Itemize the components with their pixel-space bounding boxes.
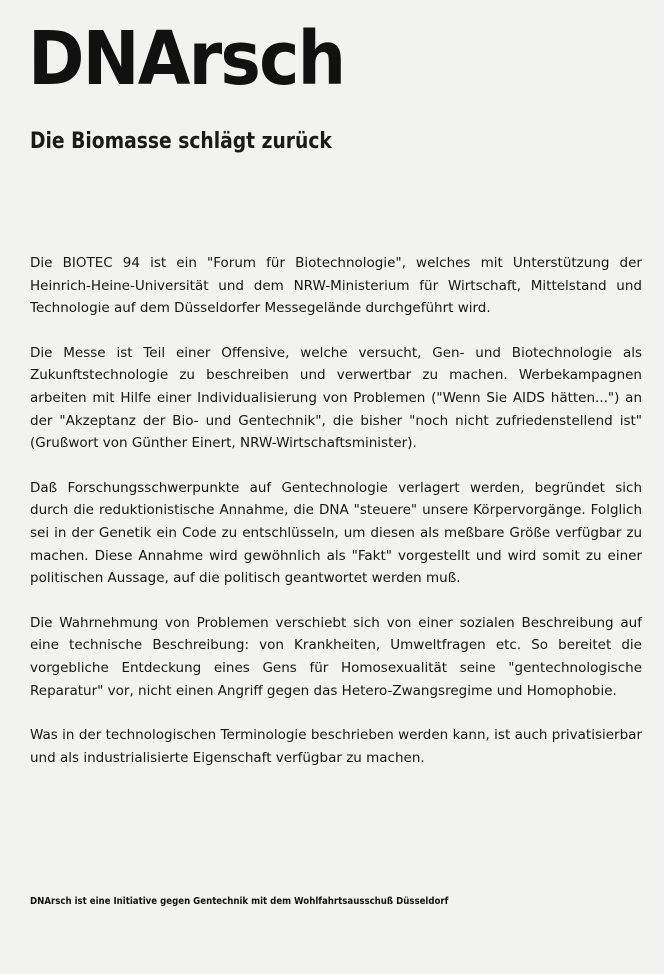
paragraph-4: Die Wahrnehmung von Problemen verschiebt sich von einer sozialen Beschreibung auf eine technische Beschreibung: von Krankheiten, Umweltfragen etc. So bereitet die vorgebliche Entdeckung eines Gens für Homosexualität seine "gentechnologische Reparatur" vor, nicht einen Angriff gegen das Hetero-Zwangsregime und Homophobie. (30, 614, 642, 699)
paragraph-1: Die BIOTEC 94 ist ein "Forum für Biotechnologie", welches mit Unterstützung der Heinrich-Heine-Universität und dem NRW-Ministerium für Wirtschaft, Mittelstand und Technologie auf dem Düsseldorfer Messegelände durchgeführt wird. (30, 255, 642, 317)
paragraph-2: Die Messe ist Teil einer Offensive, welche versucht, Gen- und Biotechnologie als Zukunftstechnologie zu beschreiben und verwertbar zu machen. Werbekampagnen arbeiten mit Hilfe einer Individualisierung von Problemen ("Wenn Sie AIDS hätten...") an der "Akzeptanz der Bio- und Gentechnik", die bisher "noch nicht zufriedenstellend ist" (Grußwort von Günther Einert, NRW-Wirtschaftsminister). (30, 344, 642, 452)
document-title: DNArsch (28, 16, 345, 102)
paragraph-5: Was in der technologischen Terminologie beschrieben werden kann, ist auch privatisierbar und als industrialisierte Eigenschaft verfügbar zu machen. (30, 727, 642, 766)
document-subtitle: Die Biomasse schlägt zurück (30, 129, 332, 154)
document-body (30, 252, 642, 791)
document-footer: DNArsch ist eine Initiative gegen Gentechnik mit dem Wohlfahrtsausschuß Düsseldorf (30, 896, 449, 907)
paragraph-3: Daß Forschungsschwerpunkte auf Gentechnologie verlagert werden, begründet sich durch die reduktionistische Annahme, die DNA "steuere" unsere Körpervorgänge. Folglich sei in der Genetik ein Code zu entschlüsseln, um diesen als meßbare Größe verfügbar zu machen. Diese Annahme wird gewöhnlich als "Fakt" vorgestellt und wird somit zu einer politischen Aussage, auf die politisch geantwortet werden muß. (30, 479, 642, 587)
